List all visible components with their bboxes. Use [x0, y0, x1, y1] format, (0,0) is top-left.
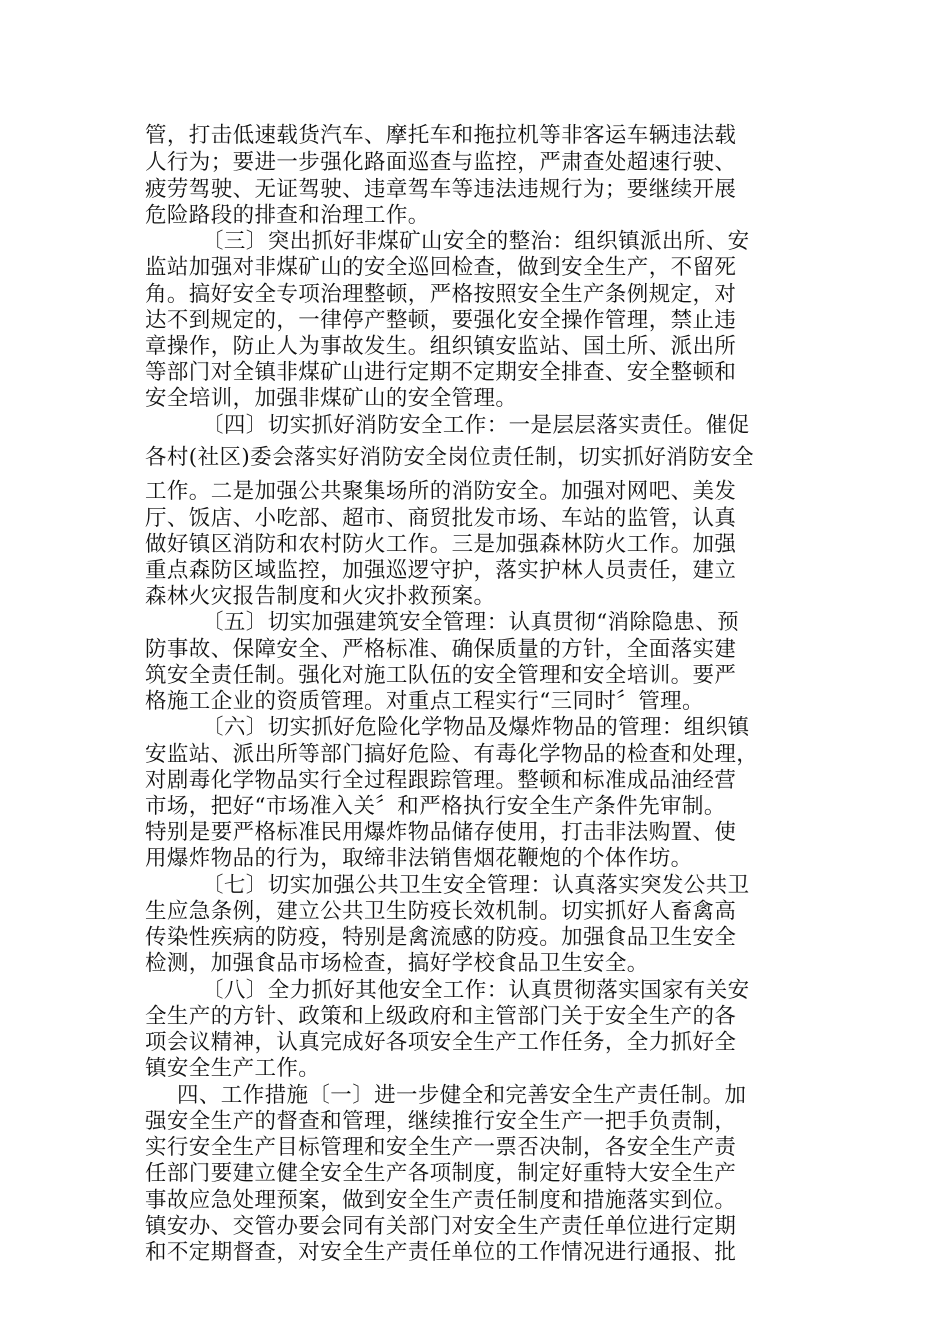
- text-line: 厅、饭店、小吃部、超市、商贸批发市场、车站的监管，认真: [145, 506, 737, 531]
- text-line: 危险路段的排查和治理工作。: [145, 203, 430, 228]
- text-line: 疲劳驾驶、无证驾驶、违章驾车等违法违规行为；要继续开展: [145, 177, 737, 202]
- text-line: 工作。二是加强公共聚集场所的消防安全。加强对网吧、美发: [145, 479, 737, 504]
- text-line: 市场，把好“市场准入关〞和严格执行安全生产条件先审制。: [145, 794, 726, 819]
- text-line: 对剧毒化学物品实行全过程跟踪管理。整顿和标准成品油经营: [145, 768, 737, 793]
- paragraph-heading-line: 〔三〕突出抓好非煤矿山安全的整治：组织镇派出所、安: [202, 229, 750, 254]
- text-line: 传染性疾病的防疫，特别是禽流感的防疫。加强食品卫生安全: [145, 925, 737, 950]
- paragraph-heading-line: 〔四〕切实抓好消防安全工作：一是层层落实责任。催促: [202, 413, 750, 438]
- text-line: 做好镇区消防和农村防火工作。三是加强森林防火工作。加强: [145, 532, 737, 557]
- text-line: 任部门要建立健全安全生产各项制度，制定好重特大安全生产: [145, 1161, 737, 1186]
- text-line: 安监站、派出所等部门搞好危险、有毒化学物品的检查和处理，: [145, 742, 759, 767]
- text-line: 和不定期督查，对安全生产责任单位的工作情况进行通报、批: [145, 1240, 737, 1265]
- text-line: 特别是要严格标准民用爆炸物品储存使用，打击非法购置、使: [145, 820, 737, 845]
- text-line: 人行为；要进一步强化路面巡查与监控，严肃查处超速行驶、: [145, 150, 737, 175]
- text-line: 镇安办、交管办要会同有关部门对安全生产责任单位进行定期: [145, 1214, 737, 1239]
- text-line: 检测，加强食品市场检查，搞好学校食品卫生安全。: [145, 951, 649, 976]
- text-line: 达不到规定的，一律停产整顿，要强化安全操作管理，禁止违: [145, 308, 737, 333]
- text-line: 用爆炸物品的行为，取缔非法销售烟花鞭炮的个体作坊。: [145, 846, 693, 871]
- paragraph-heading-line: 〔六〕切实抓好危险化学物品及爆炸物品的管理：组织镇: [202, 715, 750, 740]
- text-line: 监站加强对非煤矿山的安全巡回检查，做到安全生产，不留死: [145, 255, 737, 280]
- text-line: 角。搞好安全专项治理整顿，严格按照安全生产条例规定，对: [145, 282, 737, 307]
- text-line: 镇安全生产工作。: [145, 1056, 321, 1081]
- text-line: 章操作，防止人为事故发生。组织镇安监站、国土所、派出所: [145, 334, 737, 359]
- text-line: 森林火灾报告制度和火灾扑救预案。: [145, 584, 496, 609]
- text-line: 各村(社区)委会落实好消防安全岗位责任制，切实抓好消防安全: [145, 445, 754, 470]
- text-line: 格施工企业的资质管理。对重点工程实行“三同时〞管理。: [145, 689, 704, 714]
- text-line: 实行安全生产目标管理和安全生产一票否决制，各安全生产责: [145, 1135, 737, 1160]
- text-line: 全生产的方针、政策和上级政府和主管部门关于安全生产的各: [145, 1004, 737, 1029]
- text-line: 安全培训，加强非煤矿山的安全管理。: [145, 386, 518, 411]
- paragraph-heading-line: 〔五〕切实加强建筑安全管理：认真贯彻“消除隐患、预: [202, 610, 739, 635]
- text-line: 项会议精神，认真完成好各项安全生产工作任务，全力抓好全: [145, 1030, 737, 1055]
- text-line: 重点森防区域监控，加强巡逻守护，落实护林人员责任，建立: [145, 558, 737, 583]
- text-line: 管，打击低速载货汽车、摩托车和拖拉机等非客运车辆违法载: [145, 123, 737, 148]
- text-line: 强安全生产的督查和管理，继续推行安全生产一把手负责制，: [145, 1109, 737, 1134]
- text-line: 事故应急处理预案，做到安全生产责任制度和措施落实到位。: [145, 1188, 737, 1213]
- paragraph-heading-line: 〔八〕全力抓好其他安全工作：认真贯彻落实国家有关安: [202, 978, 750, 1003]
- text-line: 生应急条例，建立公共卫生防疫长效机制。切实抓好人畜禽高: [145, 899, 737, 924]
- section-heading-line: 四、工作措施〔一〕进一步健全和完善安全生产责任制。加: [177, 1083, 747, 1108]
- text-line: 等部门对全镇非煤矿山进行定期不定期安全排查、安全整顿和: [145, 360, 737, 385]
- text-line: 筑安全责任制。强化对施工队伍的安全管理和安全培训。要严: [145, 663, 737, 688]
- text-line: 防事故、保障安全、严格标准、确保质量的方针，全面落实建: [145, 637, 737, 662]
- paragraph-heading-line: 〔七〕切实加强公共卫生安全管理：认真落实突发公共卫: [202, 873, 750, 898]
